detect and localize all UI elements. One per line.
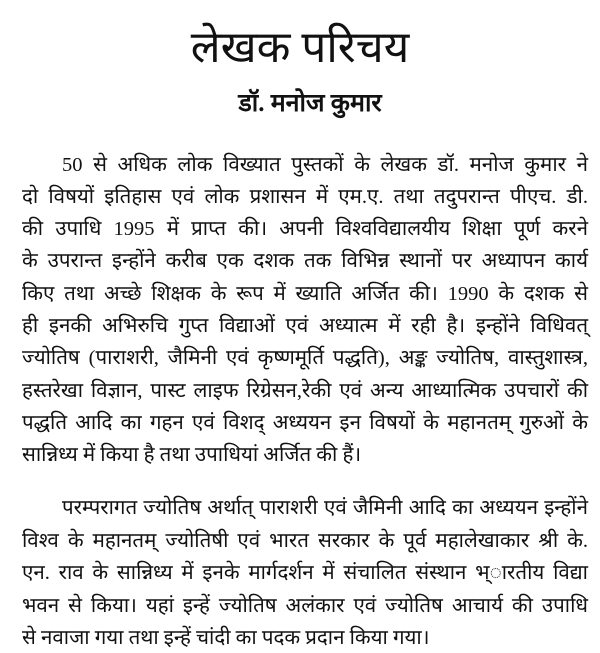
text-line: एन. राव के सान्निध्य में इनके मार्गदर्शन में संचालित संस्थान भ्ारतीय विद्या	[22, 562, 588, 584]
text-line: ज्योतिष (पाराशरी, जैमिनी एवं कृष्णमूर्ति पद्धति), अङ्क ज्योतिष, वास्तुशास्त्र,	[22, 347, 588, 369]
text-line: विश्व के महानतम् ज्योतिषी एवं भारत सरकार के पूर्व महालेखाकार श्री के.	[22, 530, 588, 552]
text-line: सान्निध्य में किया है तथा उपाधियां अर्जित की हैं।	[22, 444, 362, 466]
text-line: भवन से किया। यहां इन्हें ज्योतिष अलंकार एवं ज्योतिष आचार्य की उपाधि	[22, 595, 588, 617]
text-line: से नवाजा गया तथा इन्हें चांदी का पदक प्रदान किया गया।	[22, 627, 430, 649]
author-name: डॉ. मनोज कुमार	[238, 90, 382, 117]
text-line: की उपाधि 1995 में प्राप्त की। अपनी विश्वविद्यालयीय शिक्षा पूर्ण करने	[22, 218, 588, 240]
text-line: पद्धति आदि का गहन एवं विशद् अध्ययन इन विषयों के महानतम् गुरुओं के	[22, 412, 588, 434]
text-line: हस्तरेखा विज्ञान, पास्ट लाइफ रिग्रेसन,रेकी एवं अन्य आध्यात्मिक उपचारों की	[22, 380, 588, 402]
text-line: किए तथा अच्छे शिक्षक के रूप में ख्याति अर्जित की। 1990 के दशक से	[22, 283, 588, 305]
text-line: ही इनकी अभिरुचि गुप्त विद्याओं एवं अध्यात्म में रही है। इन्होंने विधिवत्	[22, 315, 588, 337]
text-line: के उपरान्त इन्होंने करीब एक दशक तक विभिन्न स्थानों पर अध्यापन कार्य	[22, 250, 588, 272]
page-title: लेखक परिचय	[190, 23, 410, 72]
text-line: परम्परागत ज्योतिष अर्थात् पाराशरी एवं जैमिनी आदि का अध्ययन इन्होंने	[62, 497, 588, 519]
text-line: 50 से अधिक लोक विख्यात पुस्तकों के लेखक डॉ. मनोज कुमार ने	[62, 154, 588, 176]
text-line: दो विषयों इतिहास एवं लोक प्रशासन में एम.ए. तथा तदुपरान्त पीएच. डी.	[22, 186, 588, 208]
